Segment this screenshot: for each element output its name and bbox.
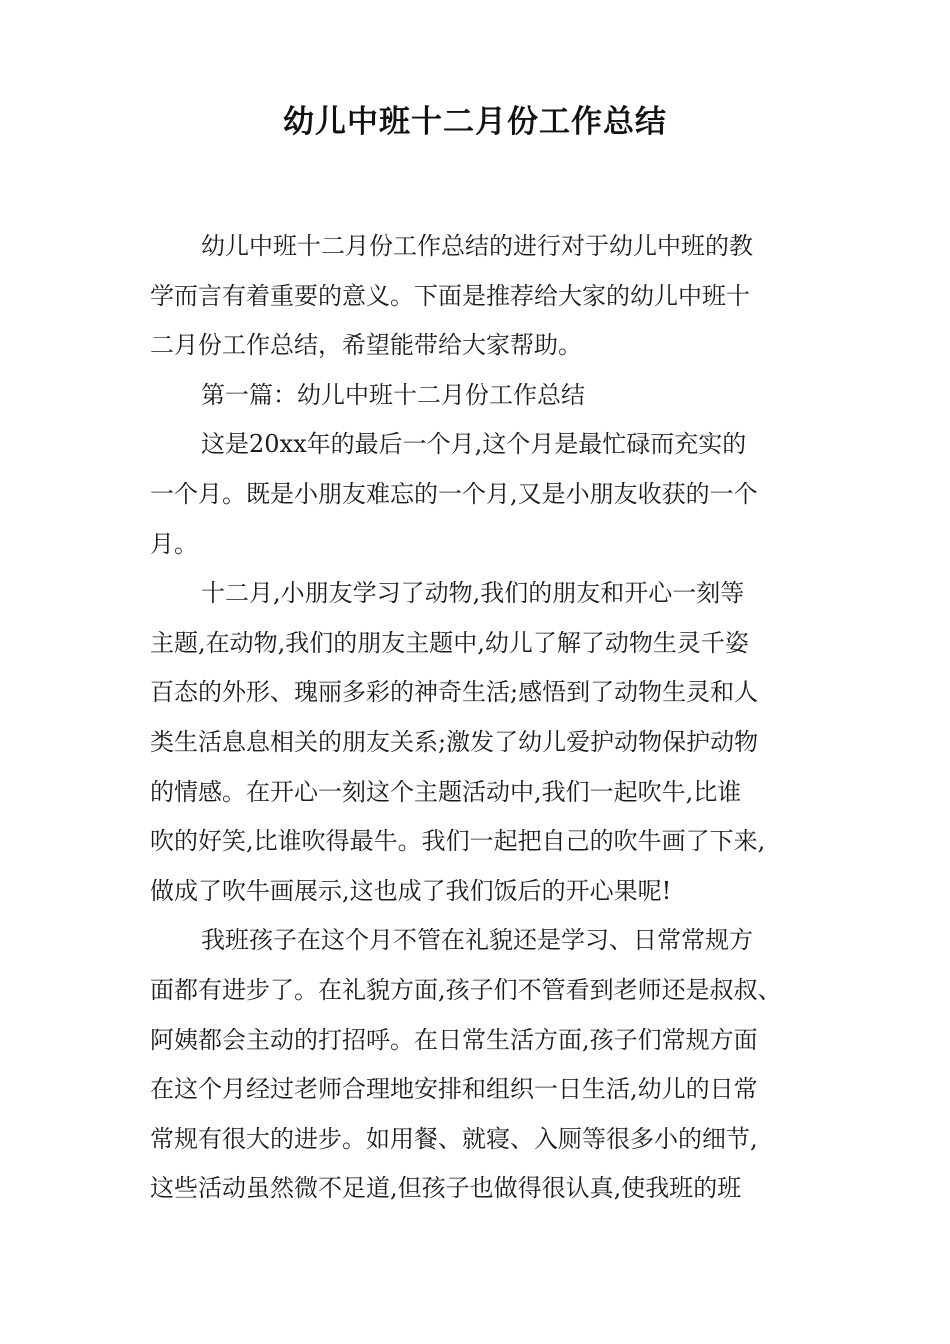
document-body: [150, 222, 800, 1214]
paragraph-line: 月。: [150, 529, 198, 558]
paragraph-line: 的情感。在开心一刻这个主题活动中,我们一起吹牛,比谁: [150, 777, 742, 806]
paragraph-line: 幼儿中班十二月份工作总结的进行对于幼儿中班的教: [201, 232, 753, 260]
paragraph-line: 在这个月经过老师合理地安排和组织一日生活,幼儿的日常: [150, 1075, 758, 1104]
paragraph-line: 百态的外形、瑰丽多彩的神奇生活;感悟到了动物生灵和人: [150, 678, 759, 707]
paragraph-line: 学而言有着重要的意义。下面是推荐给大家的幼儿中班十: [150, 281, 750, 310]
paragraph-line: 十二月,小朋友学习了动物,我们的朋友和开心一刻等: [201, 579, 745, 608]
section-heading: 第一篇：幼儿中班十二月份工作总结: [201, 380, 585, 409]
paragraph-line: 主题,在动物,我们的朋友主题中,幼儿了解了动物生灵千姿: [150, 628, 749, 657]
paragraph-line: 常规有很大的进步。如用餐、就寝、入厕等很多小的细节,: [150, 1124, 758, 1153]
paragraph-line: 阿姨都会主动的打招呼。在日常生活方面,孩子们常规方面: [150, 1025, 758, 1054]
paragraph-line: 一个月。既是小朋友难忘的一个月,又是小朋友收获的一个: [150, 479, 758, 508]
paragraph-line: 做成了吹牛画展示,这也成了我们饭后的开心果呢!: [150, 876, 672, 905]
paragraph-line: 这是20xx年的最后一个月,这个月是最忙碌而充实的: [201, 430, 747, 459]
paragraph-line: 这些活动虽然微不足道,但孩子也做得很认真,使我班的班: [150, 1174, 742, 1203]
paragraph-line: 面都有进步了。在礼貌方面,孩子们不管看到老师还是叔叔、: [150, 975, 782, 1004]
paragraph-line: 类生活息息相关的朋友关系;激发了幼儿爱护动物保护动物: [150, 727, 759, 756]
paragraph-line: 我班孩子在这个月不管在礼貌还是学习、日常常规方: [201, 926, 753, 955]
paragraph-line: 吹的好笑,比谁吹得最牛。我们一起把自己的吹牛画了下来,: [150, 827, 766, 856]
paragraph-line: 二月份工作总结，希望能带给大家帮助。: [150, 331, 582, 360]
document-title: 幼儿中班十二月份工作总结: [283, 104, 667, 140]
